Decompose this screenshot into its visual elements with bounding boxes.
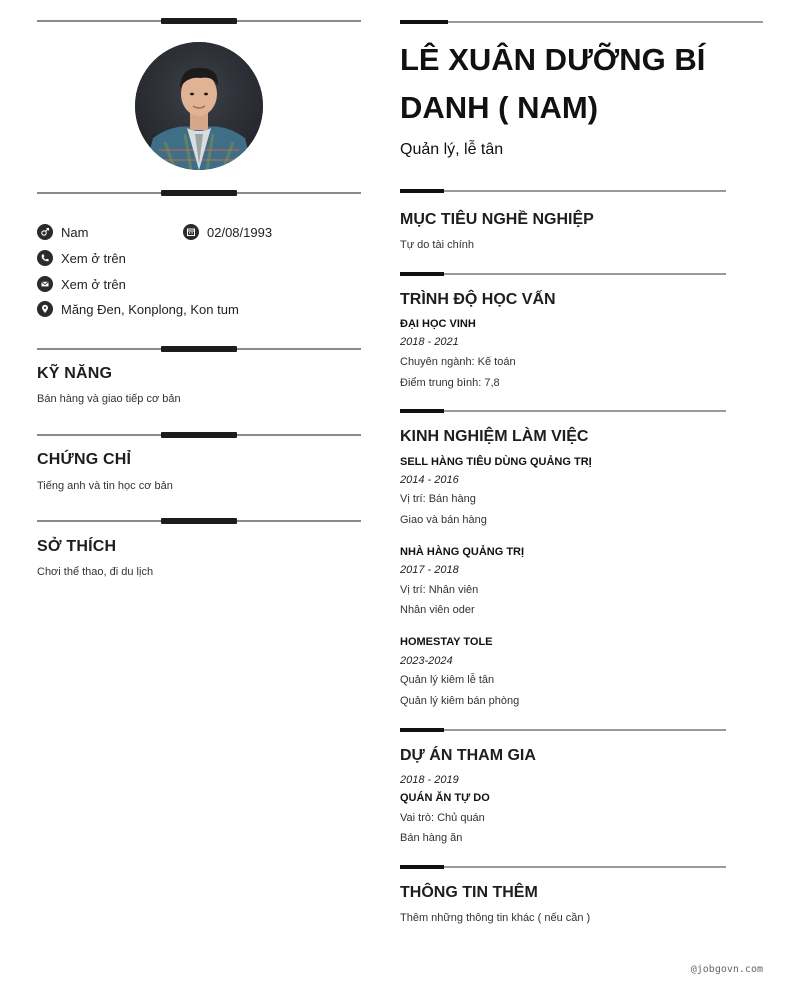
additional-text: Thêm những thông tin khác ( nếu cần ) [400, 912, 591, 924]
calendar-icon [183, 224, 199, 240]
hobbies-title: SỞ THÍCH [37, 538, 117, 555]
divider [37, 190, 361, 196]
birthday-row [183, 222, 272, 242]
job-title: Quản lý, lễ tân [400, 141, 504, 158]
phone-text: Xem ở trên [61, 250, 126, 266]
address-text: Măng Đen, Konplong, Kon tum [61, 301, 239, 317]
project-name: QUÁN ĂN TỰ DO [400, 792, 490, 804]
gender-text: Nam [61, 224, 89, 240]
project-desc: Bán hàng ăn [400, 832, 463, 844]
objective-title: MỤC TIÊU NGHỀ NGHIỆP [400, 211, 594, 228]
experience-company: SELL HÀNG TIÊU DÙNG QUẢNG TRỊ [400, 456, 592, 468]
certificates-text: Tiếng anh và tin học cơ bản [37, 480, 173, 492]
email-text: Xem ở trên [61, 276, 126, 292]
experience-desc: Giao và bán hàng [400, 514, 487, 526]
project-role: Vai trò: Chủ quán [400, 812, 485, 824]
education-school: ĐẠI HỌC VINH [400, 318, 476, 330]
gender-row [37, 222, 88, 242]
skills-title: KỸ NĂNG [37, 365, 113, 382]
experience-title: KINH NGHIỆM LÀM VIỆC [400, 428, 589, 445]
experience-desc: Quản lý kiêm bán phòng [400, 695, 520, 707]
phone-row [37, 248, 126, 268]
email-icon [37, 276, 53, 292]
experience-position: Vị trí: Bán hàng [400, 493, 476, 505]
objective-text: Tự do tài chính [400, 239, 475, 251]
divider [37, 432, 361, 438]
certificates-title: CHỨNG CHỈ [37, 451, 132, 468]
education-major: Chuyên ngành: Kế toán [400, 356, 516, 368]
divider [400, 20, 763, 24]
watermark: @jobgovn.com [690, 964, 763, 975]
additional-title: THÔNG TIN THÊM [400, 884, 538, 901]
divider [37, 346, 361, 352]
location-pin-icon [37, 301, 53, 317]
education-title: TRÌNH ĐỘ HỌC VẤN [400, 291, 556, 308]
experience-dates: 2023-2024 [400, 655, 453, 667]
divider [400, 728, 726, 732]
experience-position: Quản lý kiêm lễ tân [400, 674, 495, 686]
education-gpa: Điểm trung bình: 7,8 [400, 377, 500, 389]
divider [400, 865, 726, 869]
experience-dates: 2017 - 2018 [400, 564, 459, 576]
experience-company: HOMESTAY TOLE [400, 636, 493, 648]
gender-icon [37, 224, 53, 240]
divider [400, 272, 726, 276]
divider [37, 518, 361, 524]
experience-desc: Nhân viên oder [400, 604, 475, 616]
project-dates: 2018 - 2019 [400, 774, 459, 786]
projects-title: DỰ ÁN THAM GIA [400, 747, 536, 764]
avatar [135, 42, 263, 170]
experience-dates: 2014 - 2016 [400, 474, 459, 486]
experience-company: NHÀ HÀNG QUẢNG TRỊ [400, 546, 525, 558]
experience-position: Vị trí: Nhân viên [400, 584, 479, 596]
skills-text: Bán hàng và giao tiếp cơ bản [37, 393, 181, 405]
divider [400, 189, 726, 193]
hobbies-text: Chơi thể thao, đi du lịch [37, 566, 154, 578]
education-dates: 2018 - 2021 [400, 336, 459, 348]
divider [37, 18, 361, 24]
email-row [37, 274, 126, 294]
address-row [37, 299, 239, 319]
full-name: LÊ XUÂN DƯỠNG BÍ DANH ( NAM) [400, 42, 706, 125]
birthday-text: 02/08/1993 [207, 224, 273, 240]
phone-icon [37, 250, 53, 266]
divider [400, 409, 726, 413]
